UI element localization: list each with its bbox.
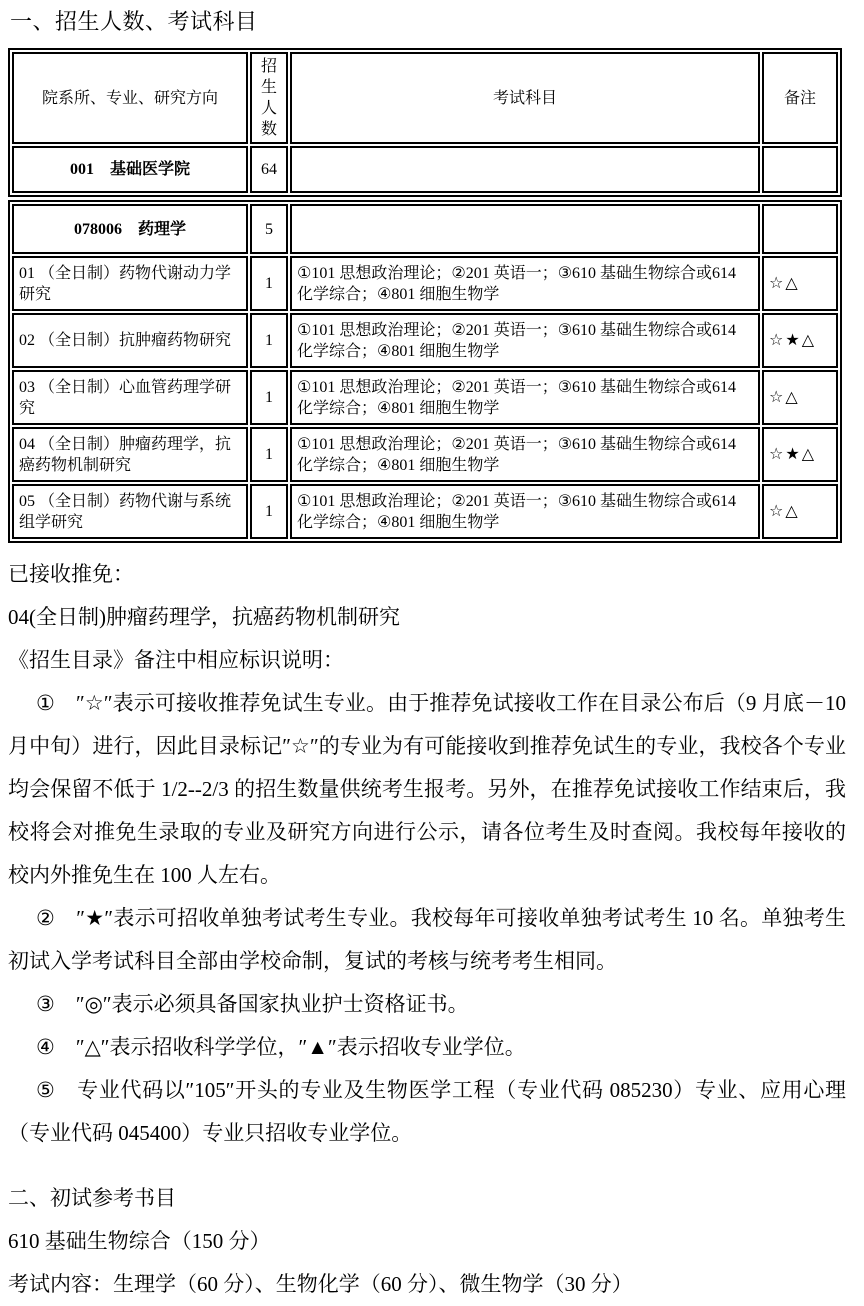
college-quota: 64 xyxy=(250,146,288,193)
direction-quota: 1 xyxy=(250,256,288,311)
college-note xyxy=(762,146,838,193)
direction-quota: 1 xyxy=(250,313,288,368)
major-name: 078006 药理学 xyxy=(12,204,248,254)
header-note: 备注 xyxy=(762,52,838,144)
direction-name: 03 （全日制）心血管药理学研究 xyxy=(12,370,248,425)
direction-row-04 xyxy=(12,427,838,482)
section2-title: 二、初试参考书目 xyxy=(8,1186,176,1210)
direction-subjects: ①101 思想政治理论；②201 英语一；③610 基础生物综合或614 化学综合；④801 细胞生物学 xyxy=(290,313,760,368)
note-2-star-filled: ② ″★″表示可招收单独考试考生专业。我校每年可接收单独考试考生 10 名。单独考生初试入学考试科目全部由学校命制，复试的考核与统考考生相同。 xyxy=(8,906,846,973)
direction-name: 04 （全日制）肿瘤药理学，抗癌药物机制研究 xyxy=(12,427,248,482)
header-subjects: 考试科目 xyxy=(290,52,760,144)
note-1-star-outline: ① ″☆″表示可接收推荐免试生专业。由于推荐免试接收工作在目录公布后（9 月底－10 月中旬）进行，因此目录标记″☆″的专业为有可能接收到推荐免试生的专业，我校各个专业均会保留不低于 1/2--2/3 的招生数量供统考生报考。另外，在推荐免试接收工作结束后，我校将会对推免生录取的专业及研究方向进行公示，请各位考生及时查阅。我校每年接收的校内外推免生在 100 人左右。 xyxy=(8,691,846,887)
direction-subjects: ①101 思想政治理论；②201 英语一；③610 基础生物综合或614 化学综合；④801 细胞生物学 xyxy=(290,484,760,539)
direction-row-05 xyxy=(12,484,838,539)
note-4-triangles: ④ ″△″表示招收科学学位，″▲″表示招收专业学位。 xyxy=(36,1035,526,1059)
header-department: 院系所、专业、研究方向 xyxy=(12,52,248,144)
college-row xyxy=(12,146,838,193)
direction-note: ☆★△ xyxy=(762,427,838,482)
accepted-exemption-heading: 已接收推免： xyxy=(8,562,134,586)
header-quota: 招生人数 xyxy=(250,52,288,144)
reference-books-section xyxy=(8,1177,846,1306)
college-subjects xyxy=(290,146,760,193)
direction-subjects: ①101 思想政治理论；②201 英语一；③610 基础生物综合或614 化学综合；④801 细胞生物学 xyxy=(290,256,760,311)
college-name: 001 基础医学院 xyxy=(12,146,248,193)
major-quota: 5 xyxy=(250,204,288,254)
accepted-exemption-item: 04(全日制)肿瘤药理学，抗癌药物机制研究 xyxy=(8,605,400,629)
notes-heading: 《招生目录》备注中相应标识说明： xyxy=(8,648,344,672)
note-3-bullseye: ③ ″◎″表示必须具备国家执业护士资格证书。 xyxy=(36,992,469,1016)
major-row xyxy=(12,204,838,254)
exam-content-line: 考试内容：生理学（60 分）、生物化学（60 分）、微生物学（30 分） xyxy=(8,1272,633,1296)
table-header-row xyxy=(12,52,838,144)
direction-note: ☆★△ xyxy=(762,313,838,368)
note-5-prof-degree: ⑤ 专业代码以″105″开头的专业及生物医学工程（专业代码 085230）专业、应用心理（专业代码 045400）专业只招收专业学位。 xyxy=(8,1078,846,1145)
major-note xyxy=(762,204,838,254)
section1-title: 一、招生人数、考试科目 xyxy=(10,9,258,34)
direction-note: ☆△ xyxy=(762,484,838,539)
direction-note: ☆△ xyxy=(762,370,838,425)
direction-name: 01 （全日制）药物代谢动力学研究 xyxy=(12,256,248,311)
direction-name: 02 （全日制）抗肿瘤药物研究 xyxy=(12,313,248,368)
direction-row-02 xyxy=(12,313,838,368)
direction-name: 05 （全日制）药物代谢与系统组学研究 xyxy=(12,484,248,539)
direction-quota: 1 xyxy=(250,484,288,539)
major-subjects xyxy=(290,204,760,254)
direction-row-03 xyxy=(12,370,838,425)
direction-quota: 1 xyxy=(250,427,288,482)
direction-subjects: ①101 思想政治理论；②201 英语一；③610 基础生物综合或614 化学综合；④801 细胞生物学 xyxy=(290,370,760,425)
direction-row-01 xyxy=(12,256,838,311)
direction-note: ☆△ xyxy=(762,256,838,311)
subject-610-line: 610 基础生物综合（150 分） xyxy=(8,1229,271,1253)
direction-subjects: ①101 思想政治理论；②201 英语一；③610 基础生物综合或614 化学综合；④801 细胞生物学 xyxy=(290,427,760,482)
direction-quota: 1 xyxy=(250,370,288,425)
admissions-table-major-block xyxy=(8,200,842,543)
admissions-table-header-block xyxy=(8,48,842,197)
notes-section xyxy=(8,553,846,1155)
